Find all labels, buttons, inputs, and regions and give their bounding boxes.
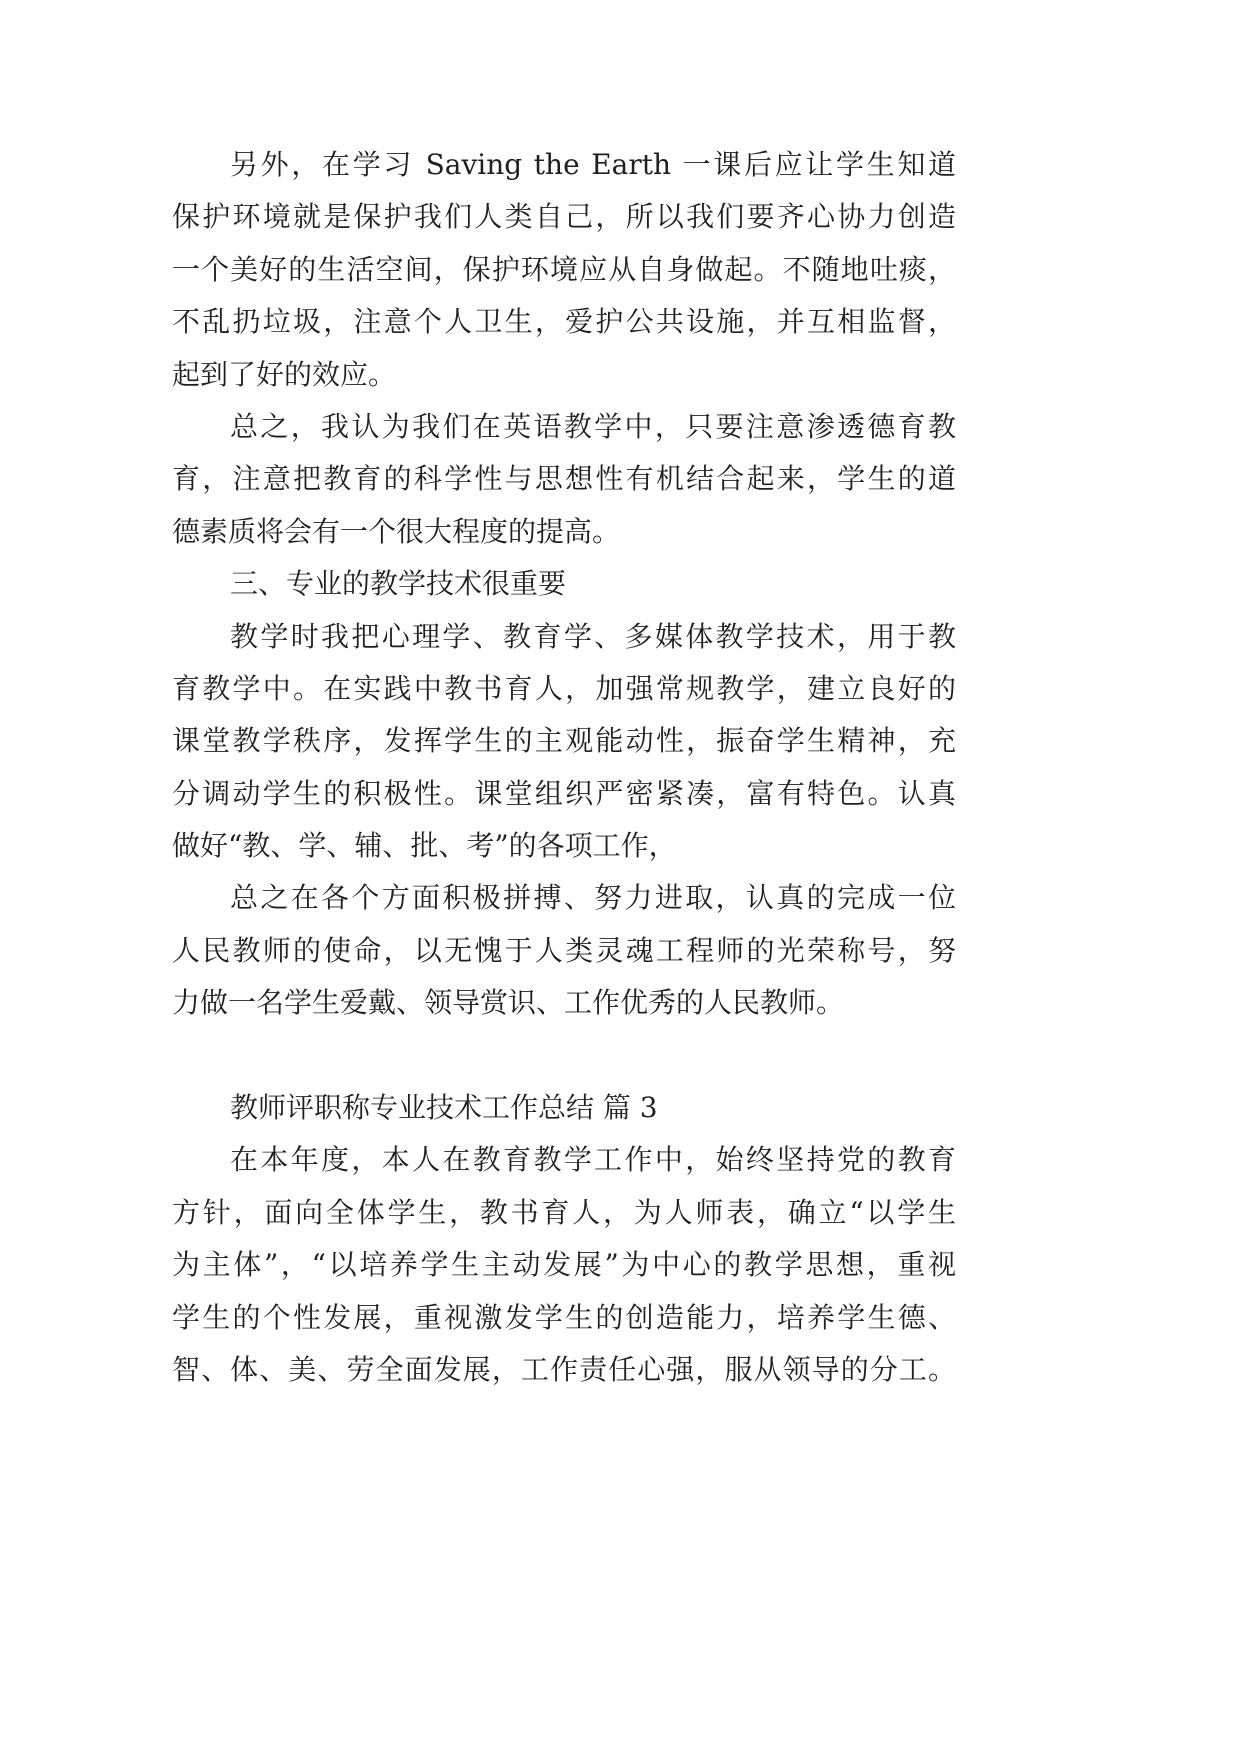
paragraph-line: 总之在各个方面积极拼搏、努力进取，认真的完成一位	[230, 881, 956, 915]
paragraph-line: 人民教师的使命，以无愧于人类灵魂工程师的光荣称号，努	[172, 933, 956, 967]
paragraph-line: 一个美好的生活空间，保护环境应从自身做起。不随地吐痰，	[172, 252, 956, 286]
paragraph	[172, 139, 956, 401]
paragraph-line: 育教学中。在实践中教书育人，加强常规教学，建立良好的	[172, 671, 956, 705]
paragraph-line: 总之，我认为我们在英语教学中，只要注意渗透德育教	[230, 409, 956, 443]
paragraph-line: 保护环境就是保护我们人类自己，所以我们要齐心协力创造	[172, 200, 956, 234]
paragraph-line: 德素质将会有一个很大程度的提高。	[172, 514, 621, 548]
paragraph-line: 在本年度，本人在教育教学工作中，始终坚持党的教育	[230, 1143, 956, 1177]
paragraph-line: 智、体、美、劳全面发展，工作责任心强，服从领导的分工。	[172, 1352, 956, 1386]
paragraph-line: 课堂教学秩序，发挥学生的主观能动性，振奋学生精神，充	[172, 724, 956, 758]
paragraph-line: 学生的个性发展，重视激发学生的创造能力，培养学生德、	[172, 1300, 956, 1334]
paragraph	[172, 401, 956, 558]
paragraph	[172, 872, 956, 1029]
paragraph-line: 不乱扔垃圾，注意个人卫生，爱护公共设施，并互相监督，	[172, 305, 956, 339]
paragraph-spacer	[172, 1030, 956, 1082]
paragraph-line: 力做一名学生爱戴、领导赏识、工作优秀的人民教师。	[172, 986, 845, 1020]
document-body	[172, 139, 956, 1396]
section-heading: 三、专业的教学技术很重要	[230, 567, 567, 601]
paragraph-line: 方针，面向全体学生，教书育人，为人师表，确立“以学生	[172, 1195, 956, 1229]
paragraph	[172, 1134, 956, 1396]
paragraph-line: 做好“教、学、辅、批、考”的各项工作，	[172, 829, 677, 863]
paragraph-line: 为主体”，“以培养学生主动发展”为中心的教学思想，重视	[172, 1248, 956, 1282]
paragraph-line: 育，注意把教育的科学性与思想性有机结合起来，学生的道	[172, 462, 956, 496]
paragraph-line: 分调动学生的积极性。课堂组织严密紧凑，富有特色。认真	[172, 776, 956, 810]
article-title: 教师评职称专业技术工作总结 篇 3	[230, 1091, 658, 1125]
paragraph-line: 起到了好的效应。	[172, 357, 397, 391]
paragraph	[172, 611, 956, 873]
paragraph-line: 另外，在学习 Saving the Earth 一课后应让学生知道	[230, 148, 956, 181]
paragraph-line: 教学时我把心理学、教育学、多媒体教学技术，用于教	[230, 619, 956, 653]
